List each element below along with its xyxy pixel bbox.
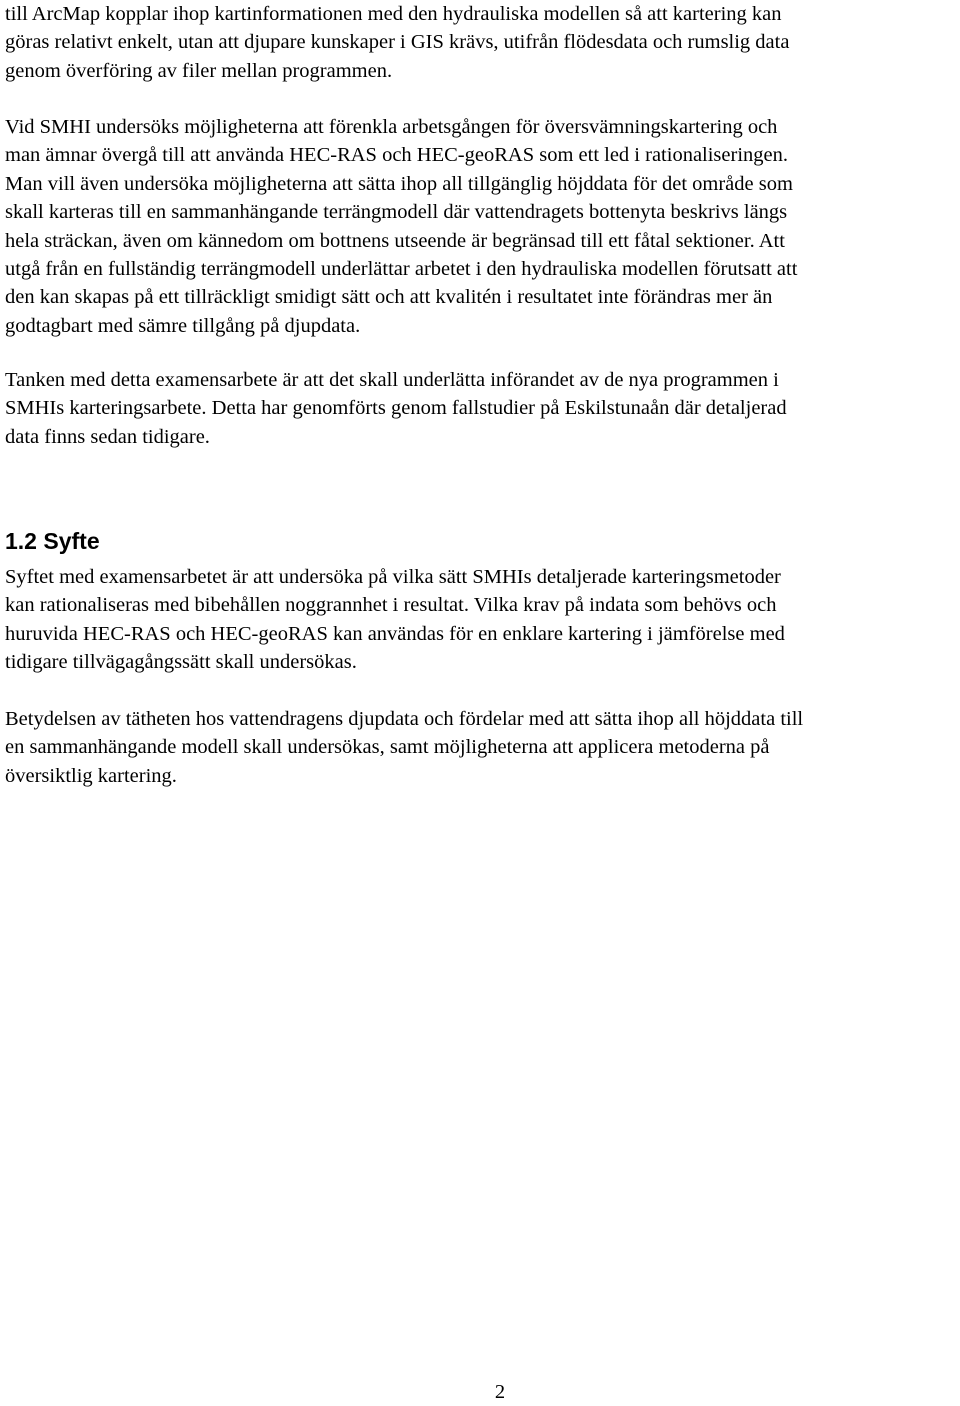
page-number: 2 xyxy=(494,1381,506,1403)
paragraph-syfte-goal xyxy=(5,563,960,677)
text-line: Syftet med examensarbetet är att undersöka på vilka sätt SMHIs detaljerade karteringsmetoder xyxy=(5,566,781,588)
text-line: data finns sedan tidigare. xyxy=(5,425,210,448)
paragraph-arcmap-coupling xyxy=(5,0,960,85)
text-line: godtagbart med sämre tillgång på djupdata. xyxy=(5,314,361,337)
text-line: kan rationaliseras med bibehållen noggrannhet i resultat. Vilka krav på indata som behövs och xyxy=(5,594,777,617)
text-line: Betydelsen av tätheten hos vattendragens djupdata och fördelar med att sätta ihop all höjddata till xyxy=(5,708,804,730)
text-line: SMHIs karteringsarbete. Detta har genomförts genom fallstudier på Eskilstunaån där detaljerad xyxy=(5,397,787,420)
text-line: man ämnar övergå till att använda HEC-RAS och HEC-geoRAS som ett led i rationaliseringen. xyxy=(5,144,789,167)
text-line: göras relativt enkelt, utan att djupare kunskaper i GIS krävs, utifrån flödesdata och rumslig data xyxy=(5,31,790,54)
paragraph-smhi-simplification xyxy=(5,113,960,340)
text-line: utgå från en fullständig terrängmodell underlättar arbetet i den hydrauliska modellen förutsatt att xyxy=(5,258,798,281)
section-heading-syfte: 1.2 Syfte xyxy=(5,528,100,554)
text-line: Man vill även undersöka möjligheterna att sätta ihop all tillgänglig höjddata för det område som xyxy=(5,172,793,195)
text-line: översiktlig kartering. xyxy=(5,764,177,787)
text-line: huruvida HEC-RAS och HEC-geoRAS kan användas för en enklare kartering i jämförelse med xyxy=(5,622,785,645)
text-line: Tanken med detta examensarbete är att det skall underlätta införandet av de nya programmen i xyxy=(5,369,779,391)
text-line: Vid SMHI undersöks möjligheterna att förenkla arbetsgången för översvämningskartering och xyxy=(5,116,778,138)
paragraph-thesis-purpose xyxy=(5,366,960,451)
text-line: tidigare tillvägagångssätt skall undersökas. xyxy=(5,651,357,674)
text-line: en sammanhängande modell skall undersökas, samt möjligheterna att applicera metoderna på xyxy=(5,736,770,759)
paragraph-depth-data-importance xyxy=(5,705,960,790)
text-line: till ArcMap kopplar ihop kartinformationen med den hydrauliska modellen så att kartering kan xyxy=(5,3,782,25)
text-line: genom överföring av filer mellan programmen. xyxy=(5,59,393,82)
text-line: skall karteras till en sammanhängande terrängmodell där vattendragets bottenyta beskrivs längs xyxy=(5,201,788,224)
text-line: hela sträckan, även om kännedom om bottnens utseende är begränsad till ett fåtal sektioner. Att xyxy=(5,229,785,252)
text-line: den kan skapas på ett tillräckligt smidigt sätt och att kvalitén i resultatet inte förändras mer än xyxy=(5,286,773,309)
